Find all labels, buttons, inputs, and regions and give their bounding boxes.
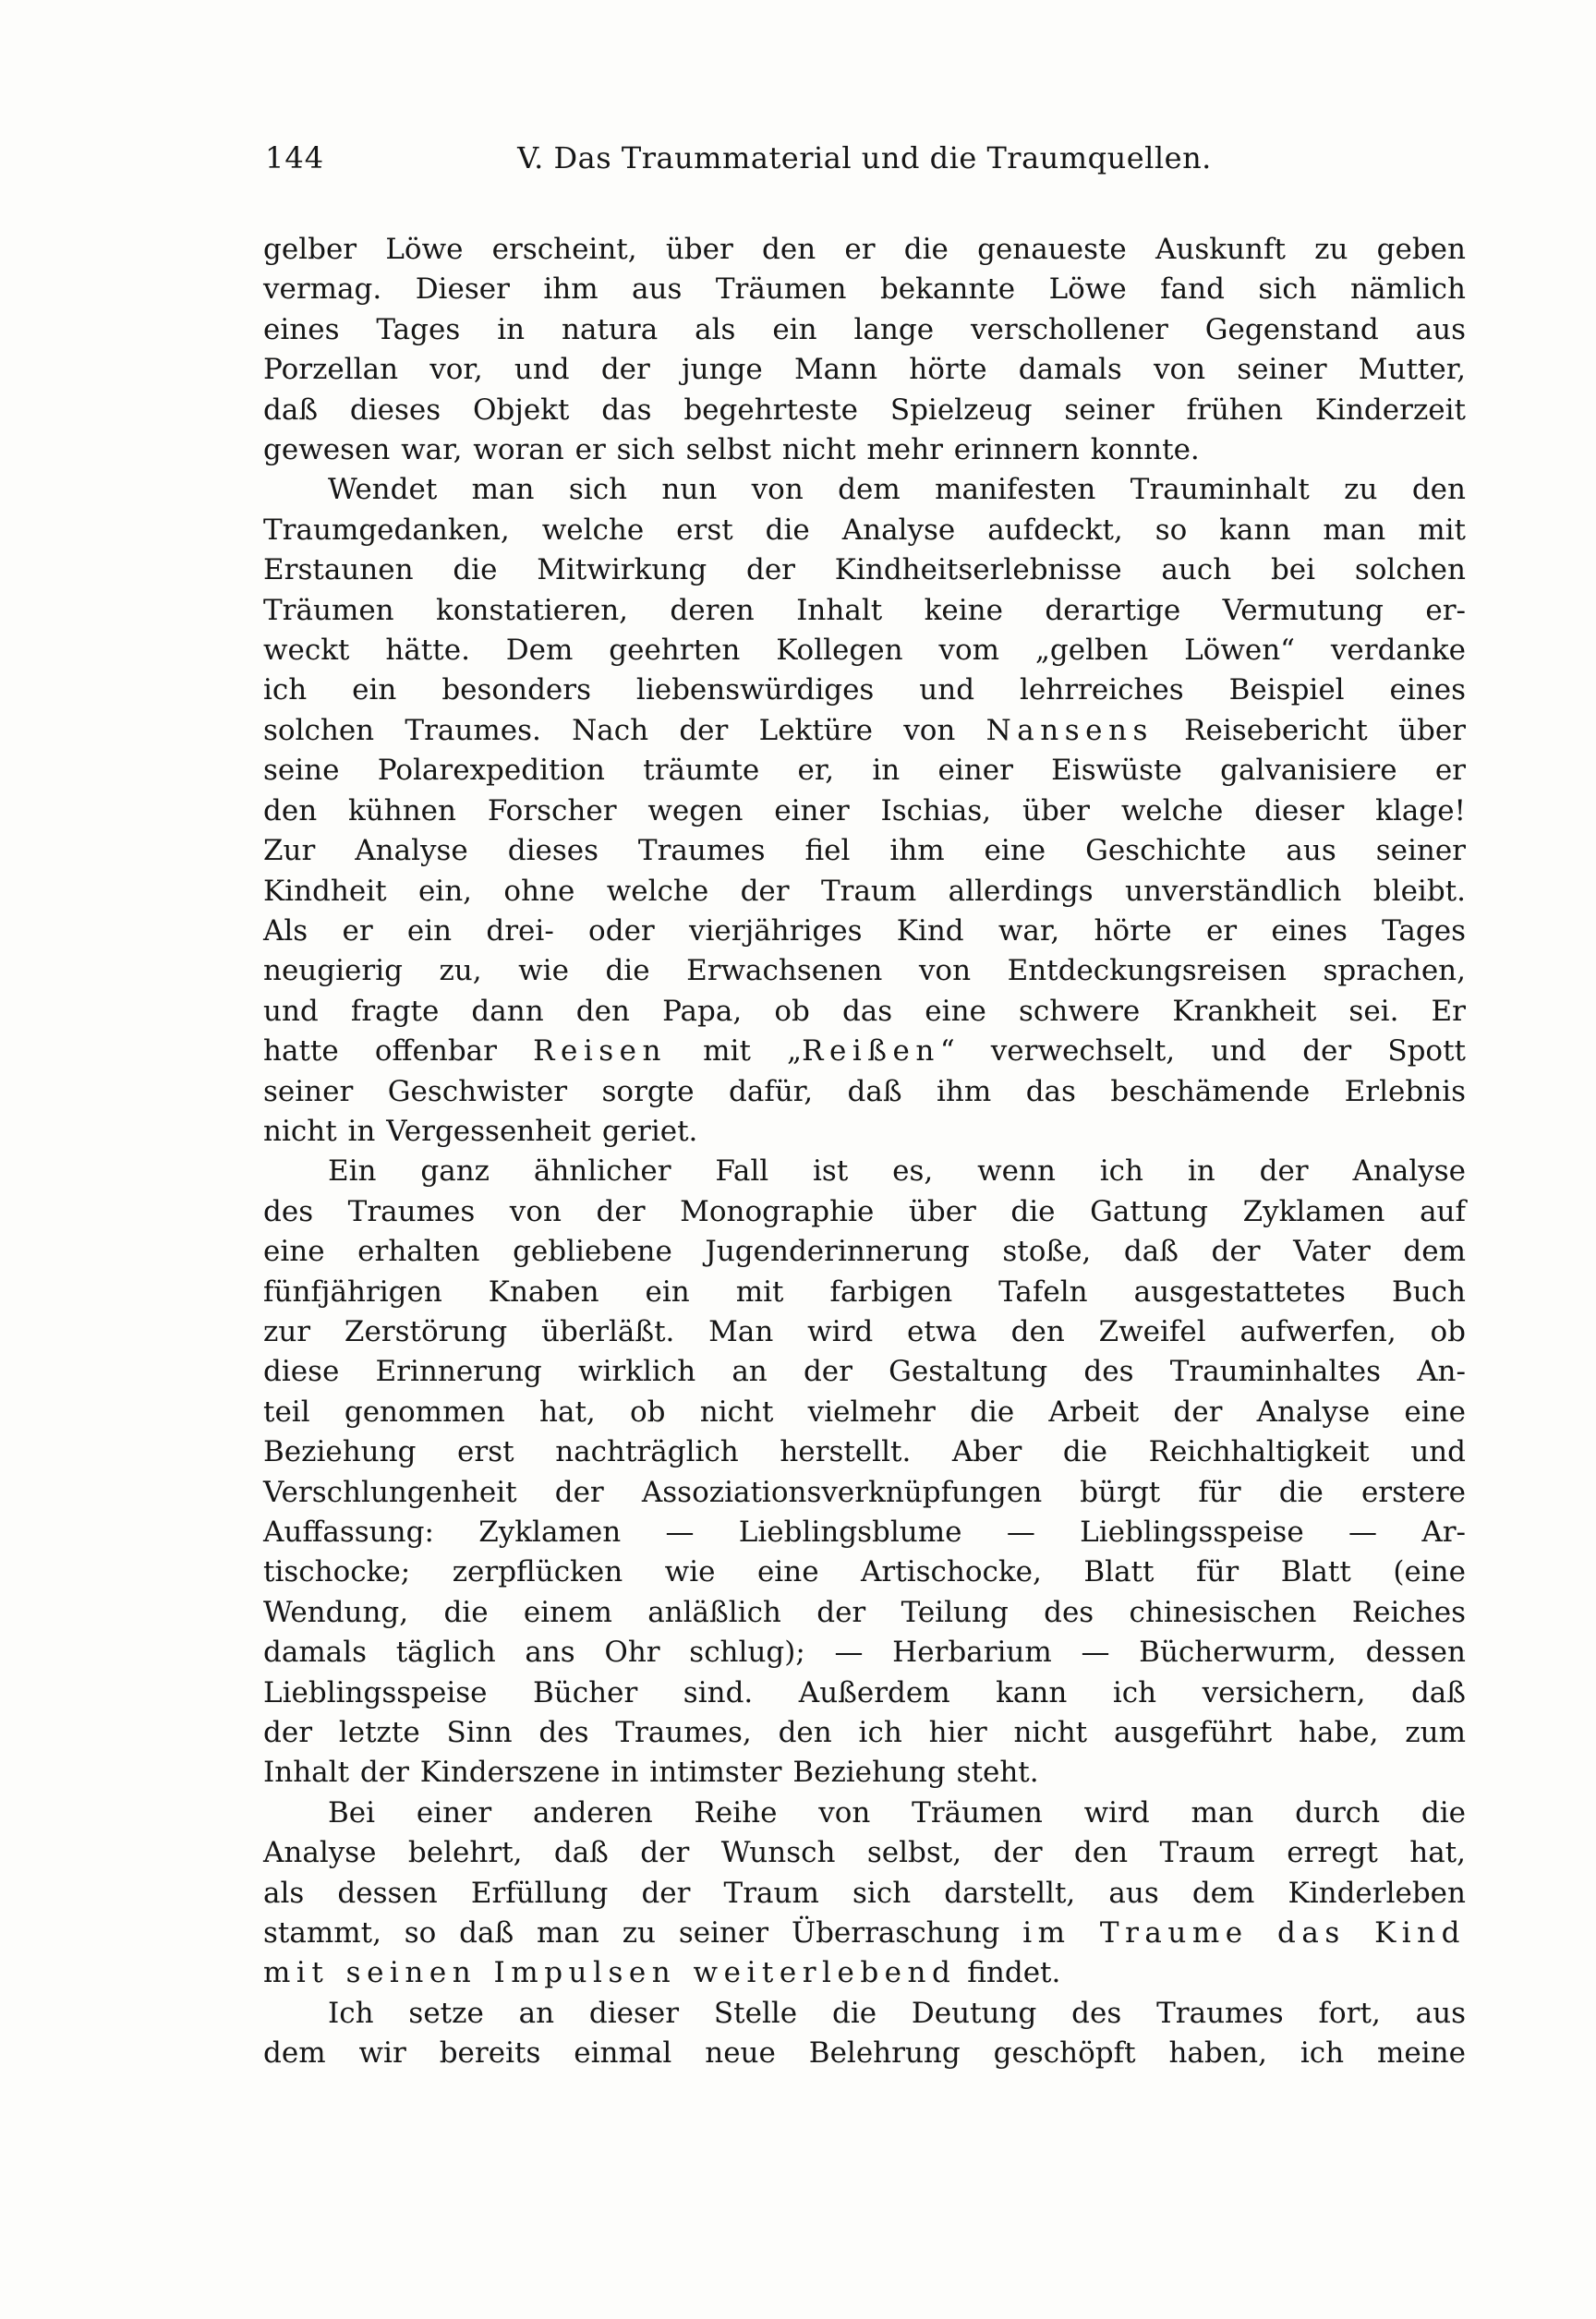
running-title: V. Das Traummaterial und die Traumquellen. [517, 140, 1212, 175]
text-segment: eines Tages in natura als ein lange verschollener Gegenstand aus [263, 312, 1466, 346]
text-line [263, 1953, 1466, 1993]
emphasized-text: im Traume das Kind [1022, 1916, 1467, 1951]
text-line [263, 270, 1466, 309]
text-segment: zur Zerstörung überläßt. Man wird etwa den Zweifel aufwerfen, ob [263, 1314, 1466, 1348]
text-segment: hatte offenbar [263, 1034, 534, 1069]
text-segment: solchen Traumes. Nach der Lektüre von [263, 713, 986, 747]
text-line [263, 711, 1466, 751]
text-segment: findet. [956, 1956, 1061, 1990]
text-line [263, 511, 1466, 550]
text-line [263, 1432, 1466, 1472]
text-segment: seine Polarexpedition träumte er, in einer Eiswüste galvanisiere er [263, 754, 1466, 788]
text-segment: Wendet man sich nun von dem manifesten Trauminhalt zu den [328, 473, 1466, 507]
text-line [263, 1352, 1466, 1392]
text-line [263, 310, 1466, 350]
text-line [263, 1794, 1466, 1833]
text-segment: Ich setze an dieser Stelle die Deutung des Traumes fort, aus [328, 1996, 1466, 2030]
text-segment: damals täglich ans Ohr schlug); — Herbarium — Bücherwurm, dessen [263, 1636, 1466, 1670]
text-segment: Beziehung erst nachträglich herstellt. Aber die Reichhaltigkeit und [263, 1435, 1466, 1469]
text-line [263, 1393, 1466, 1432]
text-segment: Analyse belehrt, daß der Wunsch selbst, der den Traum erregt hat, [263, 1836, 1466, 1870]
text-segment: tischocke; zerpflücken wie eine Artischocke, Blatt für Blatt (eine [263, 1555, 1466, 1589]
text-segment: eine erhalten gebliebene Jugenderinnerung stoße, daß der Vater dem [263, 1235, 1466, 1269]
paragraph [263, 1994, 1466, 2074]
text-segment: als dessen Erfüllung der Traum sich darstellt, aus dem Kinderleben [263, 1876, 1466, 1910]
text-segment: seiner Geschwister sorgte dafür, daß ihm das beschämende Erlebnis [263, 1074, 1466, 1108]
text-line [263, 992, 1466, 1032]
text-segment: Inhalt der Kinderszene in intimster Beziehung steht. [263, 1756, 1039, 1790]
text-line [263, 1833, 1466, 1873]
emphasized-text: Nansens [985, 713, 1154, 747]
text-segment: den kühnen Forscher wegen einer Ischias, über welche dieser klage! [263, 793, 1466, 827]
text-line [263, 230, 1466, 270]
text-line [263, 1633, 1466, 1673]
text-segment: “ verwechselt, und der Spott [939, 1034, 1467, 1069]
text-segment: Auffassung: Zyklamen — Lieblingsblume — Lieblingsspeise — Ar- [263, 1516, 1466, 1549]
text-segment: Kindheit ein, ohne welche der Traum allerdings unverständlich bleibt. [263, 874, 1466, 908]
text-line [263, 591, 1466, 631]
text-segment: fünfjährigen Knaben ein mit farbigen Tafeln ausgestattetes Buch [263, 1274, 1466, 1309]
text-line [263, 550, 1466, 590]
text-line [263, 791, 1466, 831]
text-segment: ich ein besonders liebenswürdiges und lehrreiches Beispiel eines [263, 673, 1466, 707]
text-line [263, 1552, 1466, 1592]
text-segment: nicht in Vergessenheit geriet. [263, 1114, 698, 1148]
text-line [263, 1994, 1466, 2034]
text-line [263, 430, 1466, 470]
text-line [263, 1192, 1466, 1232]
text-segment: Ein ganz ähnlicher Fall ist es, wenn ich in der Analyse [328, 1154, 1466, 1189]
text-line [263, 751, 1466, 791]
paragraph [263, 1794, 1466, 1994]
text-segment: neugierig zu, wie die Erwachsenen von Entdeckungsreisen sprachen, [263, 954, 1466, 988]
text-segment: vermag. Dieser ihm aus Träumen bekannte Löwe fand sich nämlich [263, 272, 1466, 307]
text-line [263, 872, 1466, 912]
paragraph [263, 1152, 1466, 1794]
text-line [263, 1673, 1466, 1713]
text-segment: gelber Löwe erscheint, über den er die genaueste Auskunft zu geben [263, 233, 1466, 266]
text-segment: gewesen war, woran er sich selbst nicht mehr erinnern konnte. [263, 433, 1200, 467]
text-line [263, 1713, 1466, 1753]
text-segment: mit „ [667, 1034, 803, 1069]
text-segment: dem wir bereits einmal neue Belehrung geschöpft haben, ich meine [263, 2036, 1466, 2071]
text-segment: und fragte dann den Papa, ob das eine schwere Krankheit sei. Er [263, 994, 1466, 1028]
text-line [263, 1513, 1466, 1552]
text-segment: Zur Analyse dieses Traumes fiel ihm eine Geschichte aus seiner [263, 834, 1466, 868]
text-segment: Wendung, die einem anläßlich der Teilung des chinesischen Reiches [263, 1595, 1466, 1629]
text-segment: des Traumes von der Monographie über die Gattung Zyklamen auf [263, 1194, 1466, 1228]
text-line [263, 391, 1466, 430]
text-segment: Als er ein drei- oder vierjähriges Kind war, hörte er eines Tages [263, 913, 1466, 948]
text-segment: der letzte Sinn des Traumes, den ich hier nicht ausgeführt habe, zum [263, 1716, 1466, 1750]
text-line [263, 631, 1466, 670]
text-line [263, 1593, 1466, 1633]
paragraph [263, 470, 1466, 1152]
text-line [263, 831, 1466, 871]
text-line [263, 1914, 1466, 1953]
text-line [263, 1232, 1466, 1272]
text-segment: Reisebericht über [1153, 713, 1466, 747]
paragraph [263, 230, 1466, 470]
text-segment: stammt, so daß man zu seiner Überraschung [263, 1916, 1023, 1951]
text-line [263, 1874, 1466, 1914]
text-segment: Träumen konstatieren, deren Inhalt keine derartige Vermutung er- [263, 593, 1466, 627]
emphasized-text: mit seinen Impulsen weiterlebend [263, 1956, 957, 1990]
text-line [263, 470, 1466, 510]
text-segment: daß dieses Objekt das begehrteste Spielzeug seiner frühen Kinderzeit [263, 393, 1466, 427]
text-segment: Bei einer anderen Reihe von Träumen wird man durch die [328, 1795, 1466, 1830]
text-column [263, 139, 1466, 2074]
text-segment: Porzellan vor, und der junge Mann hörte damals von seiner Mutter, [263, 353, 1466, 387]
text-line [263, 951, 1466, 991]
text-line [263, 1273, 1466, 1312]
text-line [263, 1072, 1466, 1112]
text-segment: diese Erinnerung wirklich an der Gestaltung des Trauminhaltes An- [263, 1355, 1466, 1389]
text-line [263, 1112, 1466, 1152]
text-segment: Erstaunen die Mitwirkung der Kindheitserlebnisse auch bei solchen [263, 553, 1466, 587]
text-line [263, 2034, 1466, 2073]
text-segment: weckt hätte. Dem geehrten Kollegen vom „gelben Löwen“ verdanke [263, 634, 1466, 668]
text-line [263, 670, 1466, 710]
page-number: 144 [265, 140, 325, 175]
text-line [263, 912, 1466, 951]
text-line [263, 1152, 1466, 1191]
text-segment: Traumgedanken, welche erst die Analyse aufdeckt, so kann man mit [263, 513, 1466, 547]
text-line [263, 350, 1466, 390]
text-segment: teil genommen hat, ob nicht vielmehr die Arbeit der Analyse eine [263, 1395, 1466, 1429]
text-segment: Verschlungenheit der Assoziationsverknüpfungen bürgt für die erstere [263, 1475, 1466, 1509]
emphasized-text: Reißen [802, 1034, 940, 1069]
text-line [263, 1032, 1466, 1071]
text-line [263, 1753, 1466, 1793]
text-line [263, 1312, 1466, 1352]
page-header [263, 139, 1466, 177]
text-segment: Lieblingsspeise Bücher sind. Außerdem kann ich versichern, daß [263, 1675, 1466, 1709]
body-text [263, 230, 1466, 2074]
text-line [263, 1473, 1466, 1513]
emphasized-text: Reisen [533, 1034, 668, 1069]
